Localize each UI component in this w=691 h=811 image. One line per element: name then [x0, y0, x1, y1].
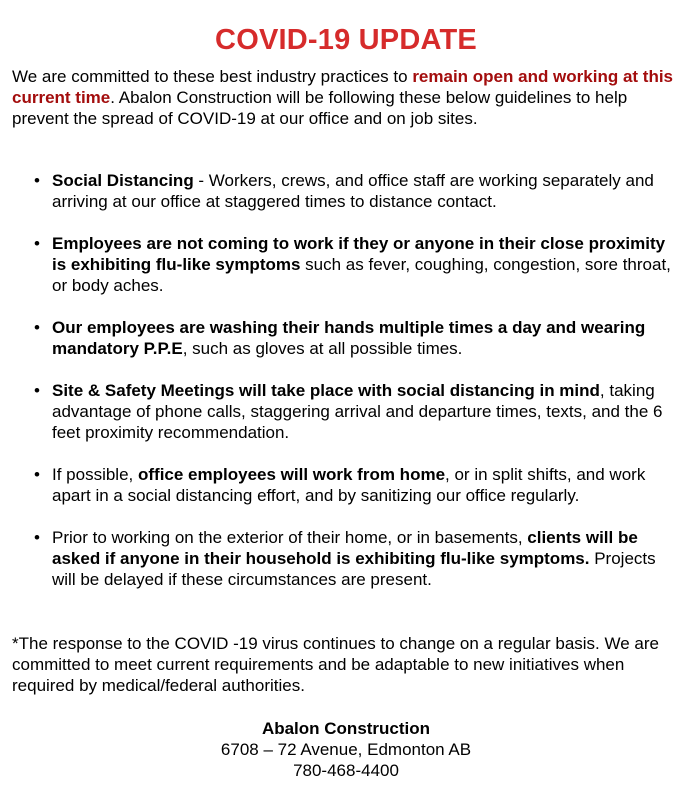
guideline-lead: If possible, — [52, 465, 138, 484]
guideline-bold: Employees are not coming to work if they or anyone in their close proximity is exhibiting flu-like symptoms — [52, 234, 666, 274]
guidelines-list — [12, 170, 680, 590]
guideline-safety-meetings — [12, 380, 680, 443]
bullet-icon: • — [34, 234, 40, 253]
bullet-icon: • — [34, 465, 40, 484]
guideline-bold: Our employees are washing their hands multiple times a day and wearing mandatory P.P.E — [52, 318, 646, 358]
guideline-lead: Prior to working on the exterior of their home, or in basements, — [52, 528, 528, 547]
bullet-icon: • — [34, 381, 40, 400]
contact-footer — [12, 718, 680, 781]
intro-paragraph — [12, 66, 680, 129]
guideline-client-screening — [12, 527, 680, 590]
guideline-bold: Site & Safety Meetings will take place with social distancing in mind — [52, 381, 600, 400]
document-page — [12, 22, 680, 781]
company-address: 6708 – 72 Avenue, Edmonton AB — [220, 740, 472, 759]
bullet-icon: • — [34, 171, 40, 190]
guideline-rest: such as fever, coughing, congestion, sore throat, or body aches. — [52, 255, 671, 295]
intro-text-before: We are committed to these best industry practices to — [12, 67, 413, 86]
guideline-rest: , taking advantage of phone calls, staggering arrival and departure times, texts, and the 6 feet proximity recommendation. — [52, 381, 663, 442]
guideline-rest: Projects will be delayed if these circumstances are present. — [52, 549, 656, 589]
guideline-rest: - Workers, crews, and office staff are working separately and arriving at our office at staggered times to distance contact. — [52, 171, 654, 211]
bullet-icon: • — [34, 318, 40, 337]
intro-highlight: remain open and working at this current time — [12, 67, 674, 107]
guideline-bold: clients will be asked if anyone in their household is exhibiting flu-like symptoms. — [52, 528, 638, 568]
intro-text-after: . Abalon Construction will be following these below guidelines to help prevent the spread of COVID-19 at our office and on job sites. — [12, 88, 628, 128]
company-phone: 780-468-4400 — [293, 761, 399, 780]
guideline-rest: , or in split shifts, and work apart in a social distancing effort, and by sanitizing our office regularly. — [52, 465, 646, 505]
company-name: Abalon Construction — [261, 719, 431, 738]
guideline-work-from-home — [12, 464, 680, 506]
disclaimer-note: *The response to the COVID -19 virus continues to change on a regular basis. We are committed to meet current requirements and be adaptable to new initiatives when required by medical/federal authorities. — [12, 634, 659, 695]
guideline-symptoms — [12, 233, 680, 296]
guideline-social-distancing — [12, 170, 680, 212]
guideline-hand-washing — [12, 317, 680, 359]
guideline-bold: office employees will work from home — [138, 465, 446, 484]
guideline-bold: Social Distancing — [52, 171, 194, 190]
page-title: COVID-19 UPDATE — [215, 24, 477, 56]
guideline-rest: , such as gloves at all possible times. — [182, 339, 463, 358]
bullet-icon: • — [34, 528, 40, 547]
